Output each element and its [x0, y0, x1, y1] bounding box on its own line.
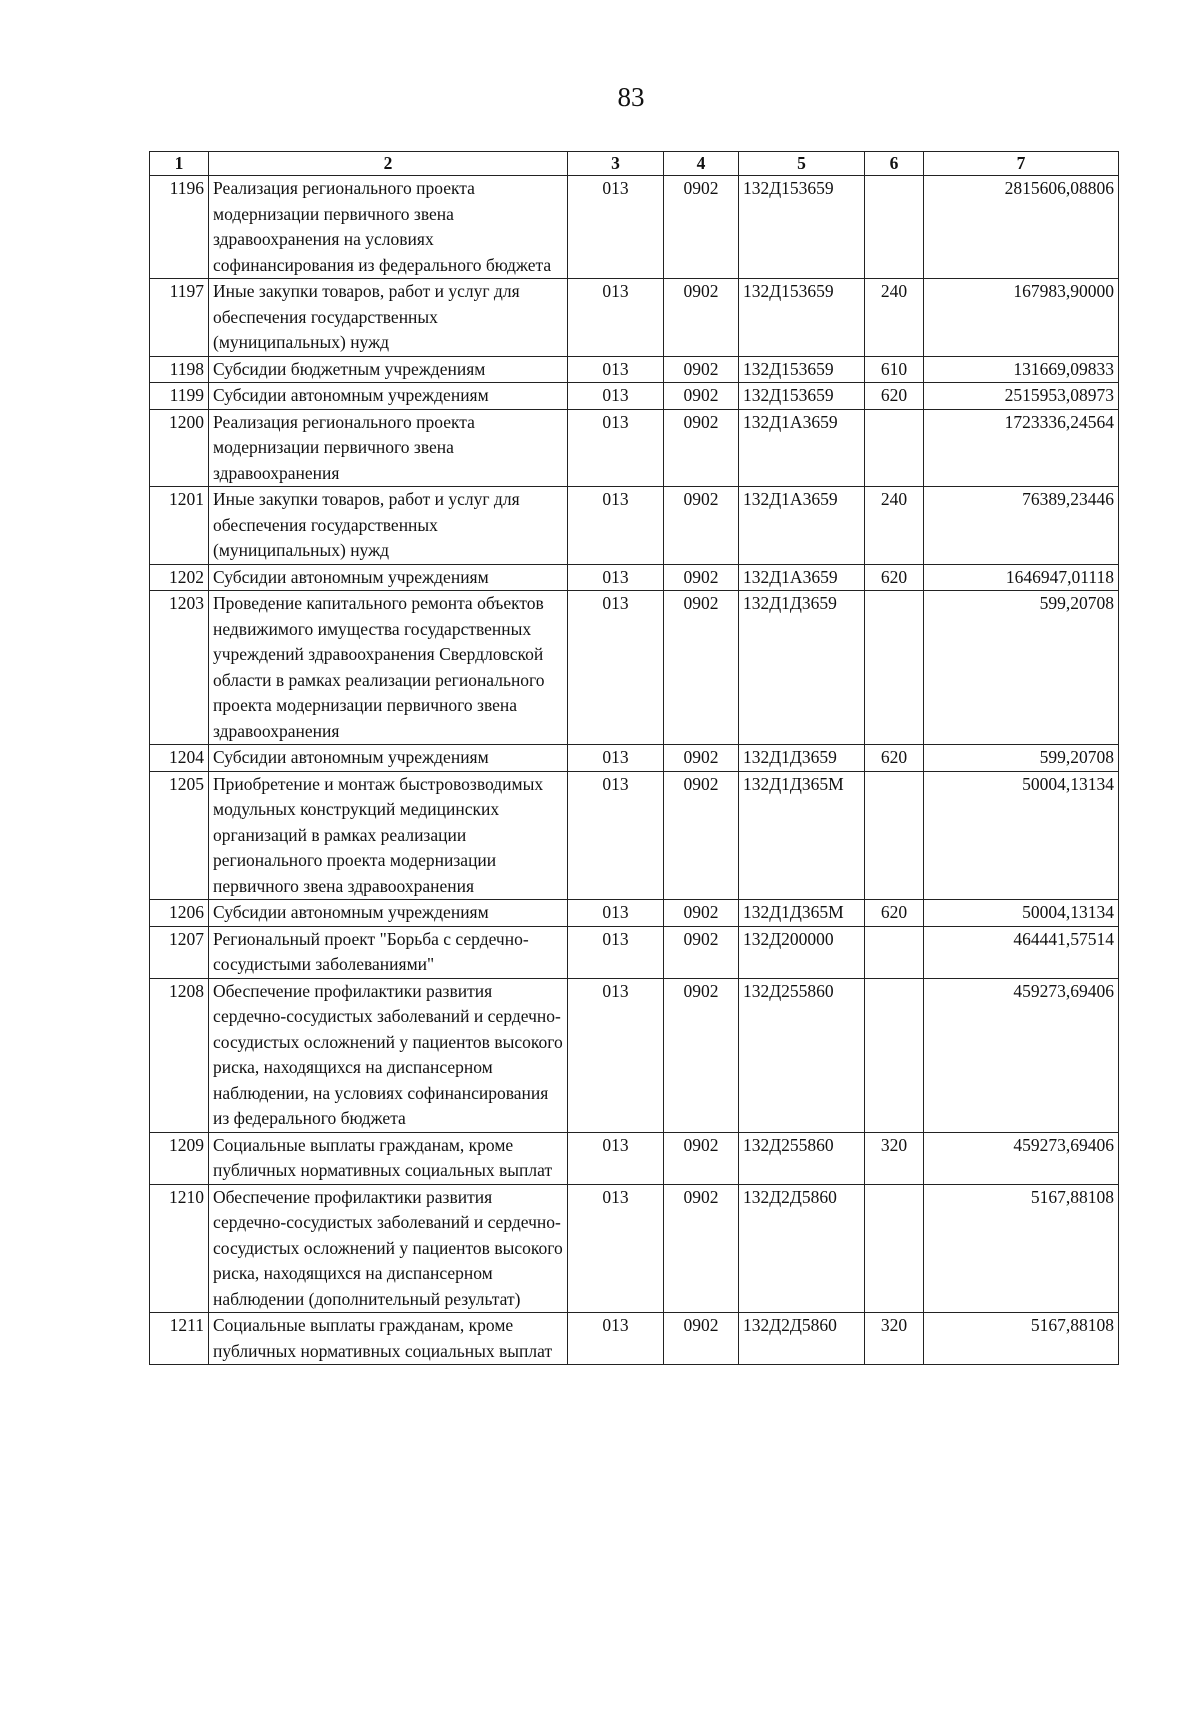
row-col-6	[865, 591, 924, 745]
row-col-6: 320	[865, 1132, 924, 1184]
row-col-3: 013	[568, 279, 664, 357]
row-number: 1205	[150, 771, 209, 900]
row-description: Обеспечение профилактики развития сердечно-сосудистых заболеваний и сердечно-сосудистых осложнений у пациентов высокого риска, находящихся на диспансерном наблюдении (дополнительный результат)	[209, 1184, 568, 1313]
row-col-3: 013	[568, 564, 664, 591]
table-row	[150, 383, 1119, 410]
row-col-5: 132Д200000	[739, 926, 865, 978]
row-col-5: 132Д1А3659	[739, 487, 865, 565]
row-number: 1207	[150, 926, 209, 978]
row-col-5: 132Д2Д5860	[739, 1184, 865, 1313]
row-col-5: 132Д1Д365М	[739, 900, 865, 927]
row-number: 1209	[150, 1132, 209, 1184]
row-number: 1201	[150, 487, 209, 565]
row-amount: 459273,69406	[924, 978, 1119, 1132]
row-amount: 1723336,24564	[924, 409, 1119, 487]
row-col-5: 132Д255860	[739, 1132, 865, 1184]
row-amount: 2815606,08806	[924, 176, 1119, 279]
row-amount: 5167,88108	[924, 1313, 1119, 1365]
table-row	[150, 591, 1119, 745]
row-amount: 131669,09833	[924, 356, 1119, 383]
table-row	[150, 356, 1119, 383]
row-col-5: 132Д153659	[739, 176, 865, 279]
row-number: 1196	[150, 176, 209, 279]
row-col-6: 240	[865, 487, 924, 565]
row-col-5: 132Д153659	[739, 383, 865, 410]
row-col-5: 132Д1А3659	[739, 564, 865, 591]
table-row	[150, 1313, 1119, 1365]
row-col-3: 013	[568, 771, 664, 900]
row-number: 1210	[150, 1184, 209, 1313]
table-row	[150, 978, 1119, 1132]
row-description: Субсидии бюджетным учреждениям	[209, 356, 568, 383]
row-col-3: 013	[568, 745, 664, 772]
table-row	[150, 409, 1119, 487]
table-row	[150, 1184, 1119, 1313]
row-number: 1203	[150, 591, 209, 745]
header-col-2: 2	[209, 152, 568, 176]
header-col-6: 6	[865, 152, 924, 176]
row-col-5: 132Д153659	[739, 279, 865, 357]
row-col-6: 620	[865, 745, 924, 772]
row-col-4: 0902	[664, 978, 739, 1132]
row-number: 1206	[150, 900, 209, 927]
row-amount: 599,20708	[924, 591, 1119, 745]
row-description: Региональный проект "Борьба с сердечно-сосудистыми заболеваниями"	[209, 926, 568, 978]
row-amount: 76389,23446	[924, 487, 1119, 565]
row-amount: 167983,90000	[924, 279, 1119, 357]
row-col-6: 320	[865, 1313, 924, 1365]
row-col-6	[865, 176, 924, 279]
header-col-1: 1	[150, 152, 209, 176]
row-col-5: 132Д1Д365М	[739, 771, 865, 900]
table-body	[150, 176, 1119, 1365]
header-col-3: 3	[568, 152, 664, 176]
row-col-6: 620	[865, 900, 924, 927]
table-row	[150, 1132, 1119, 1184]
row-number: 1208	[150, 978, 209, 1132]
row-description: Субсидии автономным учреждениям	[209, 745, 568, 772]
row-col-6	[865, 926, 924, 978]
table-row	[150, 176, 1119, 279]
row-col-6: 620	[865, 564, 924, 591]
row-description: Социальные выплаты гражданам, кроме публичных нормативных социальных выплат	[209, 1132, 568, 1184]
row-col-6: 620	[865, 383, 924, 410]
row-col-3: 013	[568, 900, 664, 927]
row-description: Субсидии автономным учреждениям	[209, 900, 568, 927]
row-col-4: 0902	[664, 356, 739, 383]
header-col-5: 5	[739, 152, 865, 176]
row-amount: 50004,13134	[924, 771, 1119, 900]
row-number: 1204	[150, 745, 209, 772]
row-description: Обеспечение профилактики развития сердечно-сосудистых заболеваний и сердечно-сосудистых осложнений у пациентов высокого риска, находящихся на диспансерном наблюдении, на условиях софинансирования из федерального бюджета	[209, 978, 568, 1132]
table-row	[150, 771, 1119, 900]
row-col-3: 013	[568, 1132, 664, 1184]
row-description: Иные закупки товаров, работ и услуг для обеспечения государственных (муниципальных) нужд	[209, 487, 568, 565]
row-col-6	[865, 771, 924, 900]
row-col-3: 013	[568, 926, 664, 978]
row-col-6	[865, 1184, 924, 1313]
table-row	[150, 279, 1119, 357]
row-col-4: 0902	[664, 409, 739, 487]
row-amount: 464441,57514	[924, 926, 1119, 978]
table-row	[150, 745, 1119, 772]
row-col-4: 0902	[664, 383, 739, 410]
row-col-4: 0902	[664, 564, 739, 591]
row-description: Субсидии автономным учреждениям	[209, 564, 568, 591]
row-col-5: 132Д153659	[739, 356, 865, 383]
row-col-4: 0902	[664, 279, 739, 357]
row-description: Приобретение и монтаж быстровозводимых модульных конструкций медицинских организаций в рамках реализации регионального проекта модернизации первичного звена здравоохранения	[209, 771, 568, 900]
row-amount: 1646947,01118	[924, 564, 1119, 591]
row-col-3: 013	[568, 487, 664, 565]
row-col-5: 132Д255860	[739, 978, 865, 1132]
row-col-4: 0902	[664, 1132, 739, 1184]
row-col-3: 013	[568, 1184, 664, 1313]
header-col-4: 4	[664, 152, 739, 176]
row-col-6	[865, 409, 924, 487]
header-row	[150, 152, 1119, 176]
budget-table	[149, 151, 1119, 1365]
row-col-3: 013	[568, 978, 664, 1132]
row-number: 1202	[150, 564, 209, 591]
row-amount: 459273,69406	[924, 1132, 1119, 1184]
row-col-5: 132Д1Д3659	[739, 591, 865, 745]
row-col-4: 0902	[664, 745, 739, 772]
row-description: Реализация регионального проекта модернизации первичного звена здравоохранения	[209, 409, 568, 487]
table-row	[150, 487, 1119, 565]
row-col-6: 240	[865, 279, 924, 357]
table-row	[150, 900, 1119, 927]
row-col-5: 132Д1Д3659	[739, 745, 865, 772]
row-col-4: 0902	[664, 1184, 739, 1313]
row-amount: 5167,88108	[924, 1184, 1119, 1313]
page-number: 83	[617, 82, 645, 112]
row-col-3: 013	[568, 176, 664, 279]
row-col-3: 013	[568, 591, 664, 745]
row-number: 1200	[150, 409, 209, 487]
table-row	[150, 564, 1119, 591]
row-number: 1199	[150, 383, 209, 410]
row-number: 1197	[150, 279, 209, 357]
row-description: Социальные выплаты гражданам, кроме публичных нормативных социальных выплат	[209, 1313, 568, 1365]
row-col-3: 013	[568, 1313, 664, 1365]
row-col-5: 132Д2Д5860	[739, 1313, 865, 1365]
row-col-4: 0902	[664, 591, 739, 745]
row-col-4: 0902	[664, 1313, 739, 1365]
row-description: Субсидии автономным учреждениям	[209, 383, 568, 410]
row-col-6	[865, 978, 924, 1132]
row-col-6: 610	[865, 356, 924, 383]
row-col-4: 0902	[664, 900, 739, 927]
row-col-5: 132Д1А3659	[739, 409, 865, 487]
row-col-3: 013	[568, 409, 664, 487]
row-number: 1198	[150, 356, 209, 383]
row-col-4: 0902	[664, 926, 739, 978]
row-number: 1211	[150, 1313, 209, 1365]
row-description: Реализация регионального проекта модернизации первичного звена здравоохранения на условиях софинансирования из федерального бюджета	[209, 176, 568, 279]
row-col-4: 0902	[664, 771, 739, 900]
row-amount: 2515953,08973	[924, 383, 1119, 410]
row-col-4: 0902	[664, 176, 739, 279]
row-description: Проведение капитального ремонта объектов недвижимого имущества государственных учреждений здравоохранения Свердловской области в рамках реализации регионального проекта модернизации первичного звена здравоохранения	[209, 591, 568, 745]
row-description: Иные закупки товаров, работ и услуг для обеспечения государственных (муниципальных) нужд	[209, 279, 568, 357]
row-col-4: 0902	[664, 487, 739, 565]
row-col-3: 013	[568, 356, 664, 383]
header-col-7: 7	[924, 152, 1119, 176]
row-col-3: 013	[568, 383, 664, 410]
table-row	[150, 926, 1119, 978]
row-amount: 599,20708	[924, 745, 1119, 772]
row-amount: 50004,13134	[924, 900, 1119, 927]
